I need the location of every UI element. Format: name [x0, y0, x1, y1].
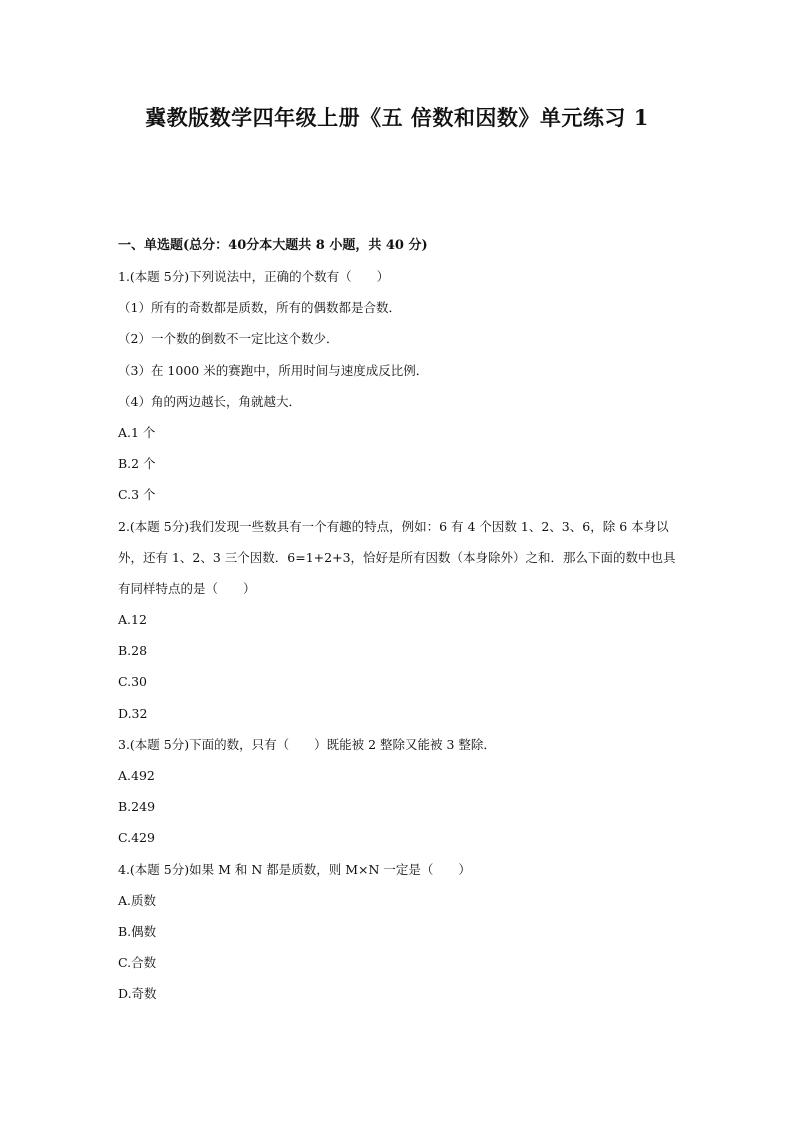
question-4-option-a: A.质数 — [118, 892, 157, 908]
question-3-option-c: C.429 — [118, 830, 155, 846]
question-3 — [118, 735, 680, 849]
question-4-option-b: B.偶数 — [118, 923, 157, 939]
question-3-option-a: A.492 — [118, 768, 155, 784]
question-2-option-d: D.32 — [118, 705, 148, 721]
question-1-stem: 1.(本题 5分)下列说法中，正确的个数有（ ） — [118, 269, 390, 284]
question-2-stem: 2.(本题 5分)我们发现一些数具有一个有趣的特点，例如：6 有 4 个因数 1、2、3、6，除 6 本身以外，还有 1、2、3 三个因数．6=1+2+3，恰好是所有因数（本身除外）之和．那么下面的数中也具有同样特点的是（ ） — [118, 518, 676, 597]
question-1-statement-2: （2）一个数的倒数不一定比这个数少． — [118, 331, 339, 347]
document-title: 冀教版数学四年级上册《五 倍数和因数》单元练习 1 — [145, 105, 649, 130]
question-1-option-a: A.1 个 — [118, 424, 156, 440]
question-4-stem: 4.(本题 5分)如果 M 和 N 都是质数，则 M×N 一定是（ ） — [118, 861, 471, 877]
question-2-option-c: C.30 — [118, 674, 147, 690]
question-1 — [118, 267, 680, 505]
question-2 — [118, 511, 680, 724]
section-heading: 一、单选题(总分：40分本大题共 8 小题，共 40 分) — [118, 238, 428, 253]
question-4-option-d: D.奇数 — [118, 986, 157, 1002]
question-1-option-c: C.3 个 — [118, 487, 156, 503]
question-1-option-b: B.2 个 — [118, 456, 156, 472]
question-2-option-b: B.28 — [118, 643, 148, 659]
question-3-stem: 3.(本题 5分)下面的数，只有（ ）既能被 2 整除又能被 3 整除． — [118, 736, 496, 752]
question-3-option-b: B.249 — [118, 799, 156, 815]
question-1-statement-1: （1）所有的奇数都是质数，所有的偶数都是合数． — [118, 300, 401, 316]
question-2-option-a: A.12 — [118, 612, 147, 628]
question-1-statement-3: （3）在 1000 米的赛跑中，所用时间与速度成反比例． — [118, 362, 429, 378]
question-4 — [118, 860, 680, 1005]
question-4-option-c: C.合数 — [118, 955, 157, 971]
question-1-statement-4: （4）角的两边越长，角就越大． — [118, 393, 301, 409]
document-content — [118, 236, 680, 1016]
